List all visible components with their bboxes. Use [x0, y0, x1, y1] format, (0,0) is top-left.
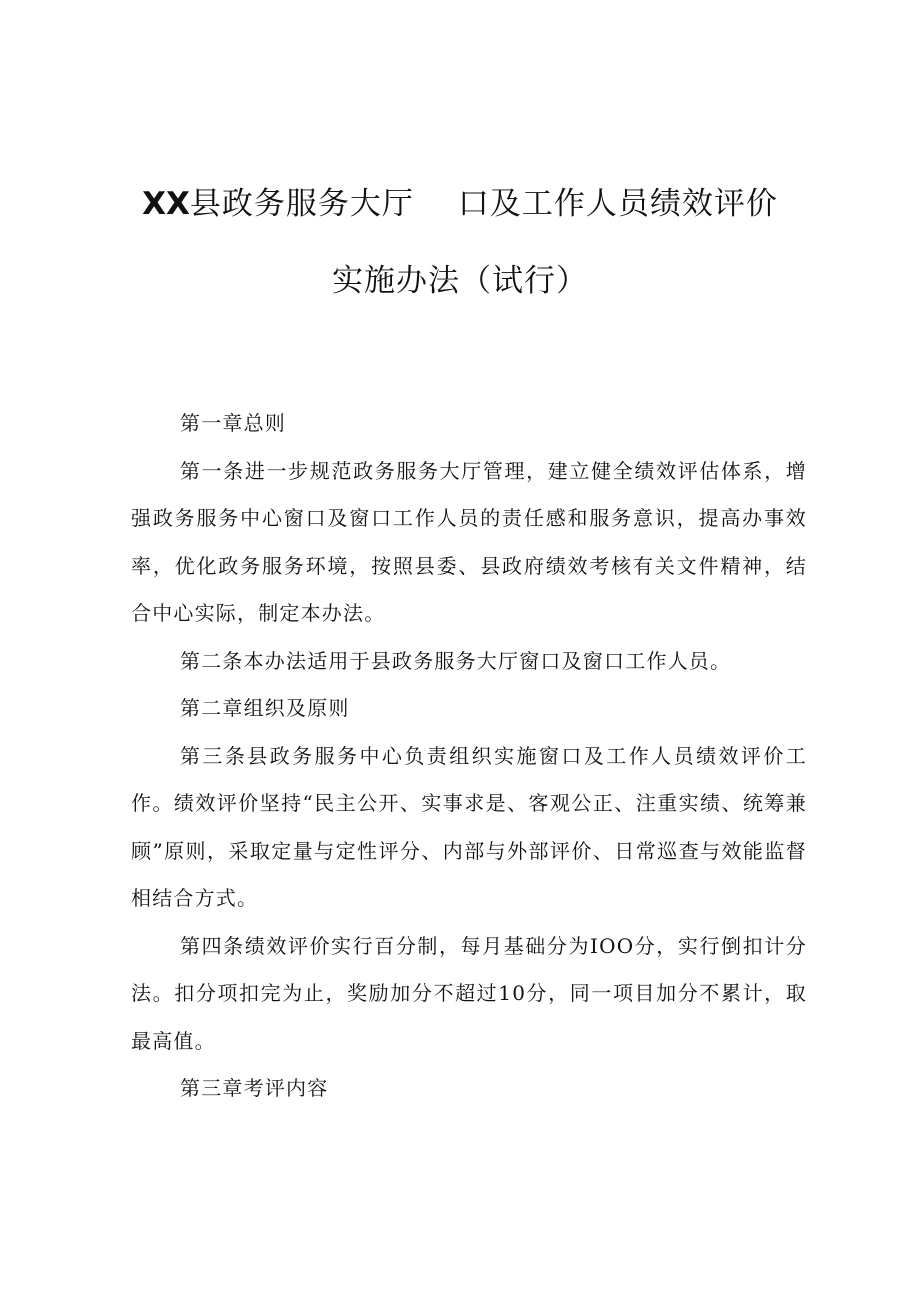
article-3: 第三条县政务服务中心负责组织实施窗口及工作人员绩效评价工作。绩效评价坚持“民主公开、实事求是、客观公正、注重实绩、统筹兼顾”原则，采取定量与定性评分、内部与外部评价、日常巡查与效能监督相结合方式。 — [131, 743, 807, 910]
title-part-2: 口及工作人员绩效评价 — [457, 186, 778, 222]
title-prefix: XX — [142, 186, 190, 222]
document-title-line-1 — [0, 178, 920, 223]
article-1: 第一条进一步规范政务服务大厅管理，建立健全绩效评估体系，增强政务服务中心窗口及窗口工作人员的责任感和服务意识，提高办事效率，优化政务服务环境，按照县委、县政府绩效考核有关文件精神，结合中心实际，制定本办法。 — [131, 458, 807, 625]
document-title-line-2: 实施办法（试行） — [332, 263, 588, 299]
title-part-1: 县政务服务大厅 — [189, 186, 414, 222]
article-2: 第二条本办法适用于县政务服务大厅窗口及窗口工作人员。 — [180, 648, 732, 673]
chapter-heading-2: 第二章组织及原则 — [180, 696, 350, 720]
chapter-heading-1: 第一章总则 — [180, 411, 286, 435]
document-body — [131, 400, 807, 1113]
article-4: 第四条绩效评价实行百分制，每月基础分为IOO分，实行倒扣计分法。扣分项扣完为止，奖励加分不超过10分，同一项目加分不累计，取最高值。 — [131, 933, 807, 1053]
chapter-heading-3: 第三章考评内容 — [180, 1076, 329, 1100]
